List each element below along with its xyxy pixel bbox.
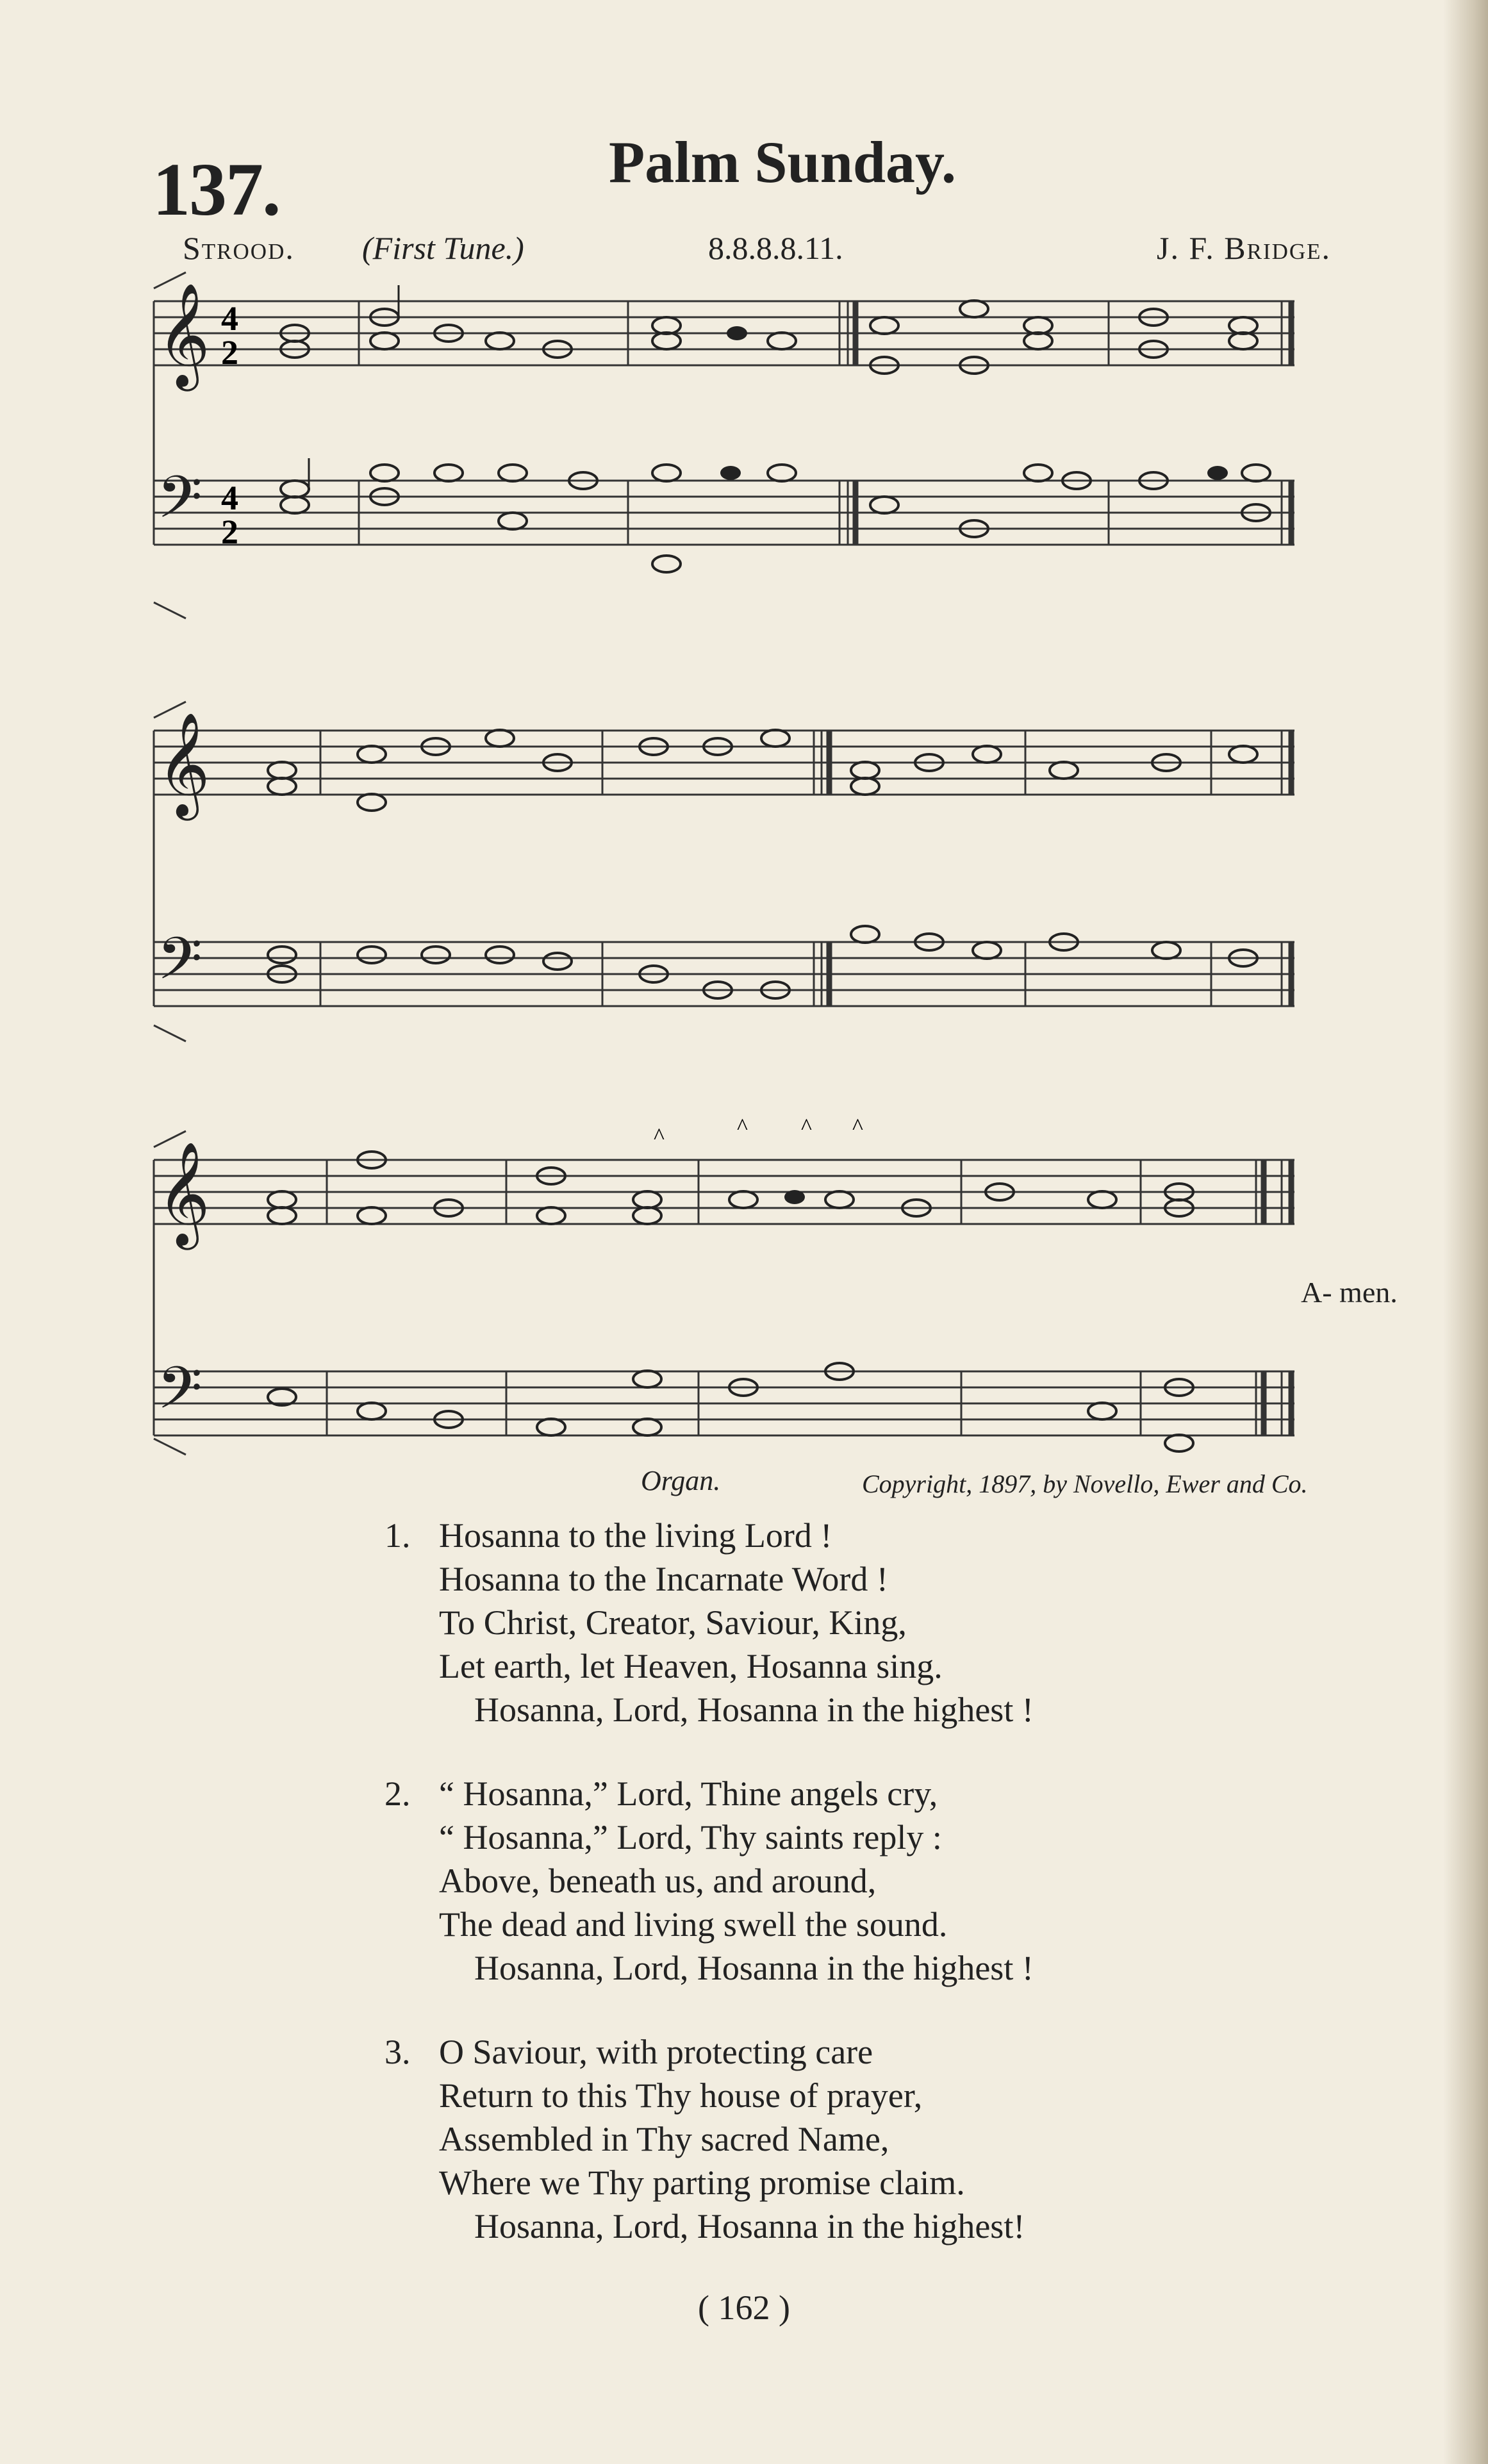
meter: 8.8.8.8.11. (708, 230, 843, 266)
verse-line: Hosanna to the Incarnate Word ! (439, 1560, 888, 1598)
verse-line: The dead and living swell the sound. (439, 1905, 948, 1944)
bass-clef-icon: 𝄢 (157, 463, 203, 545)
svg-text:^: ^ (801, 1115, 812, 1139)
verse-line: O Saviour, with protecting care (439, 2033, 873, 2071)
accent-marks (654, 1115, 863, 1149)
treble-clef-icon: 𝄞 (157, 1141, 210, 1246)
svg-text:2: 2 (221, 513, 238, 551)
music-system-2 (141, 692, 1307, 1051)
treble-staff (154, 283, 1294, 392)
verse-refrain: Hosanna, Lord, Hosanna in the highest ! (474, 1949, 1034, 1987)
amen-label: A- men. (1301, 1276, 1398, 1309)
barlines (327, 1160, 1291, 1435)
verse-refrain: Hosanna, Lord, Hosanna in the highest ! (474, 1691, 1034, 1729)
time-signature-icon: 4 (221, 299, 238, 338)
verse-line: Where we Thy parting promise claim. (439, 2163, 965, 2202)
music-system-1 (141, 269, 1307, 628)
verse-number: 1. (384, 1516, 411, 1555)
svg-text:^: ^ (654, 1123, 665, 1149)
verse-line: Assembled in Thy sacred Name, (439, 2120, 889, 2158)
page-number: ( 162 ) (698, 2288, 790, 2327)
verse-number: 3. (384, 2033, 411, 2071)
verse-line: Let earth, let Heaven, Hosanna sing. (439, 1647, 943, 1685)
bass-staff (154, 1354, 1294, 1436)
bass-clef-icon: 𝄢 (157, 1354, 203, 1436)
treble-clef-icon: 𝄞 (157, 283, 210, 387)
verse-line: To Christ, Creator, Saviour, King, (439, 1603, 907, 1642)
verse-line: “ Hosanna,” Lord, Thine angels cry, (439, 1774, 938, 1813)
verse-line: “ Hosanna,” Lord, Thy saints reply : (439, 1818, 942, 1856)
page-edge (1443, 0, 1488, 2464)
treble-clef-icon: 𝄞 (157, 712, 210, 816)
tune-note: (First Tune.) (362, 230, 524, 266)
music-system-3 (141, 1115, 1307, 1461)
verse-number: 2. (384, 1774, 411, 1813)
svg-text:4: 4 (221, 479, 238, 517)
composer: J. F. Bridge. (1157, 230, 1332, 266)
notes (268, 1152, 1193, 1451)
barlines (320, 731, 1291, 1006)
tune-info-line (183, 229, 1400, 274)
barlines (359, 301, 1291, 545)
treble-staff (154, 1141, 1294, 1250)
organ-label: Organ. (641, 1465, 721, 1496)
hymn-title: Palm Sunday. (609, 129, 956, 195)
copyright-notice: Copyright, 1897, by Novello, Ewer and Co. (862, 1469, 1308, 1498)
tune-name: Strood. (183, 230, 295, 266)
svg-text:2: 2 (221, 333, 238, 372)
bass-staff (154, 925, 1294, 1007)
verse-line: Return to this Thy house of prayer, (439, 2076, 923, 2115)
verse-refrain: Hosanna, Lord, Hosanna in the highest! (474, 2207, 1025, 2245)
hymn-number: 137. (153, 147, 280, 231)
svg-text:^: ^ (852, 1115, 863, 1139)
verse-line: Above, beneath us, and around, (439, 1862, 877, 1900)
svg-text:^: ^ (737, 1115, 748, 1139)
bass-clef-icon: 𝄢 (157, 925, 203, 1007)
treble-staff (154, 712, 1294, 821)
verse-line: Hosanna to the living Lord ! (439, 1516, 832, 1555)
